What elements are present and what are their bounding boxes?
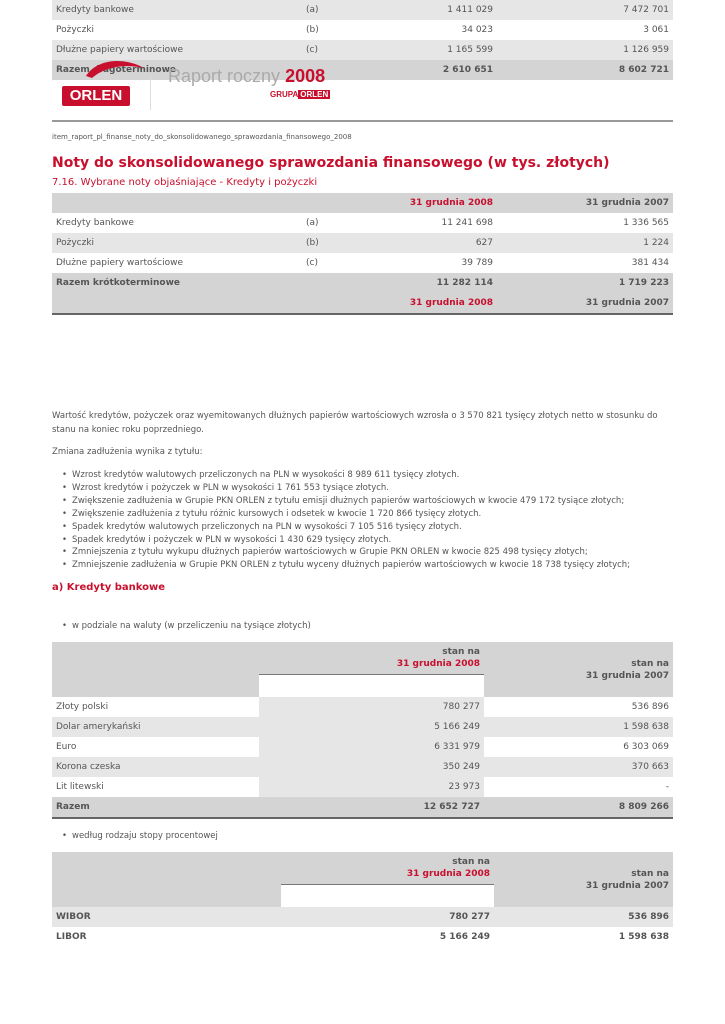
value-2008: 5 166 249 [259, 717, 484, 737]
rate-bullet [52, 830, 218, 843]
short-term-table [52, 193, 673, 315]
list-item: • Zmniejszenia z tytułu wykupu dłużnych papierów wartościowych w Grupie PKN ORLEN w kwocie 825 498 tysięcy złotych; [72, 546, 630, 559]
col-2007-line1: stan na [631, 868, 669, 879]
table-row [52, 0, 673, 20]
table-row [52, 213, 673, 233]
row-note: (b) [306, 25, 319, 35]
total-2007: 8 809 266 [484, 797, 673, 818]
row-label: Kredyty bankowe [56, 218, 134, 228]
report-header [52, 64, 673, 121]
row-label: Złoty polski [56, 702, 109, 712]
col-2007-line2: 31 grudnia 2007 [585, 670, 669, 681]
table-row [52, 233, 673, 253]
total-label: Razem krótkoterminowe [52, 273, 302, 293]
row-label: WIBOR [52, 907, 281, 927]
col-2007: 31 grudnia 2007 [497, 193, 673, 213]
row-note: (c) [302, 40, 422, 60]
value-2007: 7 472 701 [497, 0, 673, 20]
total-row [52, 273, 673, 293]
value-2008: 627 [377, 233, 497, 253]
value-2008: 39 789 [461, 258, 493, 268]
value-2007: - [665, 782, 669, 792]
value-2007: 1 224 [497, 233, 673, 253]
value-2007: 1 598 638 [484, 717, 673, 737]
value-2007: 6 303 069 [623, 742, 669, 752]
table-row [52, 20, 673, 40]
section-heading-a: a) Kredyty bankowe [52, 582, 166, 593]
value-2008: 780 277 [259, 697, 484, 717]
value-2007: 381 434 [631, 258, 669, 268]
group-orlen-logo: GRUPA ORLEN [270, 90, 329, 99]
orlen-eagle-icon [82, 58, 152, 80]
total-label: Razem długoterminowe [52, 60, 302, 80]
report-year: 2008 [285, 66, 326, 86]
currency-table [52, 642, 673, 819]
row-label: Dłużne papiery wartościowe [56, 258, 184, 268]
list-item: • Spadek kredytów walutowych przeliczonych na PLN w wysokości 7 105 516 tysięcy złotych. [72, 521, 630, 534]
total-2008: 2 610 651 [422, 60, 497, 80]
value-2007: 1 126 959 [497, 40, 673, 60]
header-divider [52, 120, 673, 122]
value-2007: 1 598 638 [618, 932, 669, 942]
row-note: (c) [306, 258, 318, 268]
value-2007: 536 896 [494, 907, 673, 927]
currency-bullet [52, 620, 311, 633]
value-2008: 23 973 [259, 777, 484, 797]
total-2007: 1 719 223 [497, 273, 673, 293]
row-label: Lit litewski [56, 782, 104, 792]
item-id: item_raport_pl_finanse_noty_do_skonsolidowanego_sprawozdania_finansowego_2008 [52, 133, 352, 141]
total-2008: 11 282 114 [377, 273, 497, 293]
col-2008-line1: stan na [452, 857, 490, 867]
value-2008: 6 331 979 [259, 737, 484, 757]
table-header [52, 193, 673, 213]
row-label: Pożyczki [56, 25, 95, 35]
table-row [52, 907, 673, 927]
row-note: (a) [302, 0, 422, 20]
value-2008: 780 277 [281, 907, 494, 927]
table-row [52, 717, 673, 737]
footer-2007: 31 grudnia 2007 [497, 293, 673, 314]
value-2007: 370 663 [484, 757, 673, 777]
row-label: Pożyczki [52, 233, 302, 253]
row-label: LIBOR [56, 932, 87, 942]
row-label: Korona czeska [52, 757, 259, 777]
col-2008-line1: stan na [442, 647, 480, 657]
table-header [52, 642, 673, 697]
section-subtitle: 7.16. Wybrane noty objaśniające - Kredyty i pożyczki [52, 177, 318, 188]
table-row [52, 927, 673, 947]
row-label: Kredyty bankowe [52, 0, 302, 20]
table-footer [52, 293, 673, 314]
value-2008: 1 411 029 [422, 0, 497, 20]
col-2008: 31 grudnia 2008 [377, 193, 497, 213]
report-title: Raport roczny 2008 [168, 66, 326, 86]
row-note: (b) [302, 233, 377, 253]
table-header [52, 852, 673, 907]
value-2008: 11 241 698 [441, 218, 493, 228]
value-2007: 1 336 565 [623, 218, 669, 228]
row-label: Dłużne papiery wartościowe [52, 40, 302, 60]
list-item: • Zwiększenie zadłużenia w Grupie PKN ORLEN z tytułu emisji dłużnych papierów wartościowych w kwocie 479 172 tysiące złotych; [72, 495, 630, 508]
col-2008-line2: 31 grudnia 2008 [396, 659, 480, 669]
page-title: Noty do skonsolidowanego sprawozdania finansowego (w tys. złotych) [52, 155, 610, 171]
total-2008: 12 652 727 [259, 797, 484, 818]
table-row [52, 253, 673, 273]
list-item: • według rodzaju stopy procentowej [72, 830, 218, 843]
orlen-logo [62, 86, 130, 106]
list-item: • Zmniejszenie zadłużenia w Grupie PKN ORLEN z tytułu wyceny dłużnych papierów wartościowych w kwocie 18 738 tysięcy złotych; [72, 559, 630, 572]
rate-table [52, 852, 673, 947]
col-2008-line2: 31 grudnia 2008 [406, 869, 490, 879]
logo-text: ORLEN [69, 87, 123, 104]
total-label: Razem [52, 797, 259, 818]
footer-2008: 31 grudnia 2008 [377, 293, 497, 314]
paragraph-reason: Zmiana zadłużenia wynika z tytułu: [52, 447, 203, 457]
value-2007: 536 896 [631, 702, 669, 712]
list-item: • Wzrost kredytów i pożyczek w PLN w wysokości 1 761 553 tysiące złotych. [72, 482, 630, 495]
logo-divider [150, 76, 151, 110]
row-label: Euro [56, 742, 77, 752]
table-row [52, 697, 673, 717]
list-item: • w podziale na waluty (w przeliczeniu na tysiące złotych) [72, 620, 311, 633]
table-row [52, 737, 673, 757]
table-row [52, 40, 673, 60]
list-item: • Spadek kredytów i pożyczek w PLN w wysokości 1 430 629 tysięcy złotych. [72, 534, 630, 547]
value-2008: 1 165 599 [422, 40, 497, 60]
change-list [52, 469, 630, 572]
table-row [52, 777, 673, 797]
col-2007-line1: stan na [631, 658, 669, 669]
row-note: (a) [306, 218, 319, 228]
value-2007: 3 061 [643, 25, 669, 35]
total-2007: 8 602 721 [497, 60, 673, 80]
paragraph-change: Wartość kredytów, pożyczek oraz wyemitowanych dłużnych papierów wartościowych wzrosła o 3 570 821 tysięcy złotych netto w stosunku do stanu na koniec roku poprzedniego. [52, 411, 658, 435]
list-item: • Wzrost kredytów walutowych przeliczonych na PLN w wysokości 8 989 611 tysięcy złotych. [72, 469, 630, 482]
value-2008: 350 249 [259, 757, 484, 777]
list-item: • Zwiększenie zadłużenia z tytułu różnic kursowych i odsetek w kwocie 1 720 866 tysięcy złotych. [72, 508, 630, 521]
value-2008: 34 023 [461, 25, 493, 35]
table-row [52, 757, 673, 777]
value-2008: 5 166 249 [439, 932, 490, 942]
col-2007-line2: 31 grudnia 2007 [585, 880, 669, 891]
row-label: Dolar amerykański [52, 717, 259, 737]
total-row [52, 797, 673, 818]
